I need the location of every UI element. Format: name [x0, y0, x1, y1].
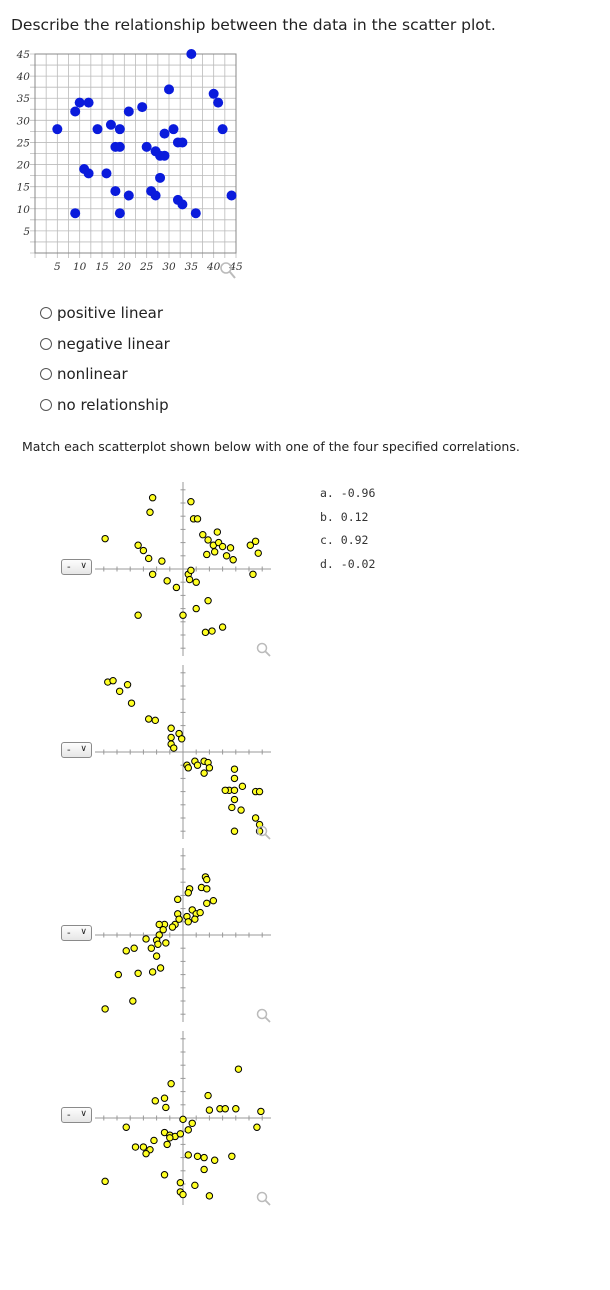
data-point	[211, 1157, 217, 1163]
data-point	[168, 725, 174, 731]
data-point	[256, 788, 262, 794]
option-negative-linear[interactable]	[40, 329, 170, 360]
data-point	[124, 191, 134, 201]
data-point	[110, 186, 120, 196]
data-point	[231, 775, 237, 781]
radio-button[interactable]	[40, 399, 52, 411]
data-point	[148, 945, 154, 951]
x-tick-label: 35	[184, 261, 199, 273]
correlation-options	[320, 486, 375, 580]
data-point	[186, 576, 192, 582]
data-point	[106, 120, 116, 130]
data-point	[194, 762, 200, 768]
correlation-option-d: d. -0.02	[320, 556, 376, 571]
data-point	[123, 1124, 129, 1130]
data-point	[151, 1137, 157, 1143]
data-point	[194, 1153, 200, 1159]
option-label: positive linear	[57, 304, 164, 323]
data-point	[209, 89, 219, 99]
y-tick-label: 30	[16, 115, 30, 128]
data-point	[178, 736, 184, 742]
data-point	[171, 745, 177, 751]
data-point	[238, 807, 244, 813]
data-point	[233, 1106, 239, 1112]
x-tick-label: 10	[72, 261, 87, 273]
y-tick-label: 35	[16, 93, 30, 106]
data-point	[84, 168, 94, 178]
q1-options	[40, 298, 170, 420]
x-tick-label: 40	[206, 261, 221, 273]
select-value: -	[67, 927, 71, 939]
select-value: -	[67, 744, 71, 756]
x-tick-label: 25	[139, 261, 154, 273]
data-point	[128, 700, 134, 706]
q1-grid	[30, 54, 236, 258]
data-point	[201, 1154, 207, 1160]
scatterplot-2	[95, 661, 275, 843]
data-point	[177, 1131, 183, 1137]
data-point	[219, 624, 225, 630]
x-tick-label: 5	[53, 261, 61, 273]
data-point	[218, 124, 228, 134]
plot2-correlation-select[interactable]	[61, 742, 92, 758]
data-point	[185, 1152, 191, 1158]
scatterplot-1	[95, 478, 275, 660]
select-value: -	[67, 1109, 71, 1121]
radio-button[interactable]	[40, 338, 52, 350]
radio-button[interactable]	[40, 307, 52, 319]
data-point	[258, 1108, 264, 1114]
data-point	[213, 98, 223, 108]
data-point	[102, 1006, 108, 1012]
data-point	[177, 199, 187, 209]
option-label: no relationship	[57, 395, 169, 414]
data-point	[219, 543, 225, 549]
y-tick-label: 40	[16, 71, 30, 84]
select-value: -	[67, 561, 71, 573]
data-point	[205, 1092, 211, 1098]
data-point	[163, 940, 169, 946]
data-point	[192, 916, 198, 922]
data-point	[70, 106, 80, 116]
data-point	[152, 1098, 158, 1104]
chevron-down-icon: ∨	[80, 744, 87, 754]
data-point	[135, 542, 141, 548]
data-point	[160, 129, 170, 139]
data-point	[188, 498, 194, 504]
y-tick-label: 25	[16, 137, 30, 150]
data-point	[151, 191, 161, 201]
data-point	[206, 1193, 212, 1199]
data-point	[143, 1150, 149, 1156]
data-point	[130, 998, 136, 1004]
x-tick-label: 20	[117, 261, 132, 273]
data-point	[205, 537, 211, 543]
data-point	[200, 531, 206, 537]
data-point	[135, 612, 141, 618]
option-label: nonlinear	[57, 365, 128, 384]
data-point	[115, 971, 121, 977]
data-point	[189, 1120, 195, 1126]
data-point	[164, 1141, 170, 1147]
data-point	[140, 547, 146, 553]
data-point	[197, 909, 203, 915]
correlation-option-a: a. -0.96	[320, 486, 376, 500]
data-point	[205, 597, 211, 603]
data-point	[214, 529, 220, 535]
data-point	[155, 941, 161, 947]
chevron-down-icon: ∨	[80, 1109, 87, 1119]
zoom-icon[interactable]	[258, 1010, 271, 1023]
data-point	[137, 102, 147, 112]
data-point	[231, 787, 237, 793]
data-point	[149, 571, 155, 577]
data-point	[210, 897, 216, 903]
data-point	[102, 1178, 108, 1184]
data-point	[185, 1127, 191, 1133]
plot1-correlation-select[interactable]	[61, 559, 92, 575]
data-point	[155, 173, 165, 183]
data-point	[52, 124, 62, 134]
data-point	[155, 151, 165, 161]
data-point	[145, 555, 151, 561]
data-point	[193, 579, 199, 585]
data-point	[204, 886, 210, 892]
data-point	[204, 876, 210, 882]
data-point	[230, 557, 236, 563]
data-point	[115, 124, 125, 134]
data-point	[102, 535, 108, 541]
data-point	[206, 765, 212, 771]
data-point	[239, 783, 245, 789]
data-point	[168, 124, 178, 134]
correlation-option-b: b. 0.12	[320, 509, 369, 524]
option-positive-linear[interactable]	[40, 298, 170, 329]
data-point	[143, 936, 149, 942]
zoom-icon[interactable]	[258, 1193, 271, 1206]
data-point	[167, 1135, 173, 1141]
zoom-icon[interactable]	[258, 644, 271, 657]
x-tick-label: 45	[229, 261, 243, 273]
data-point	[75, 98, 85, 108]
data-point	[161, 1095, 167, 1101]
data-point	[252, 815, 258, 821]
data-point	[252, 538, 258, 544]
y-tick-label: 45	[16, 49, 30, 61]
x-tick-label: 30	[162, 261, 176, 273]
data-point	[227, 545, 233, 551]
data-point	[194, 516, 200, 522]
data-point	[115, 208, 125, 218]
plot3-correlation-select[interactable]	[61, 925, 92, 941]
data-point	[153, 953, 159, 959]
data-point	[164, 578, 170, 584]
data-point	[180, 612, 186, 618]
data-point	[223, 553, 229, 559]
data-point	[157, 965, 163, 971]
question2-prompt: Match each scatterplot shown below with one of the four specified correlations.	[22, 439, 520, 454]
data-point	[124, 106, 134, 116]
data-point	[206, 1107, 212, 1113]
data-point	[231, 796, 237, 802]
data-point	[84, 98, 94, 108]
data-point	[250, 571, 256, 577]
correlation-option-c: c. 0.92	[320, 533, 369, 547]
option-no-relationship[interactable]	[40, 390, 170, 421]
data-point	[229, 1153, 235, 1159]
data-point	[149, 969, 155, 975]
data-point	[116, 688, 122, 694]
data-point	[142, 142, 152, 152]
data-point	[173, 584, 179, 590]
data-point	[229, 804, 235, 810]
data-point	[131, 945, 137, 951]
q1-tick-labels	[16, 49, 243, 273]
data-point	[211, 549, 217, 555]
radio-button[interactable]	[40, 368, 52, 380]
data-point	[168, 1080, 174, 1086]
data-point	[70, 208, 80, 218]
data-point	[185, 890, 191, 896]
data-point	[222, 1106, 228, 1112]
data-point	[163, 1104, 169, 1110]
data-point	[123, 948, 129, 954]
data-point	[188, 567, 194, 573]
data-point	[169, 924, 175, 930]
scatterplot-4	[95, 1027, 275, 1209]
data-point	[115, 142, 125, 152]
data-point	[175, 896, 181, 902]
chevron-down-icon: ∨	[80, 561, 87, 571]
data-point	[177, 1179, 183, 1185]
data-point	[124, 681, 130, 687]
y-tick-label: 20	[16, 159, 30, 172]
plot4-correlation-select[interactable]	[61, 1107, 92, 1123]
data-point	[140, 1144, 146, 1150]
data-point	[209, 628, 215, 634]
y-tick-label: 10	[16, 203, 30, 216]
data-point	[101, 168, 111, 178]
y-tick-label: 5	[23, 225, 30, 238]
data-point	[180, 1191, 186, 1197]
data-point	[227, 191, 237, 201]
data-point	[185, 919, 191, 925]
data-point	[231, 766, 237, 772]
data-point	[152, 717, 158, 723]
option-label: negative linear	[57, 334, 170, 353]
data-point	[147, 509, 153, 515]
data-point	[164, 84, 174, 94]
data-point	[254, 1124, 260, 1130]
data-point	[204, 551, 210, 557]
q1-scatter-plot	[0, 45, 250, 280]
data-point	[193, 605, 199, 611]
data-point	[93, 124, 103, 134]
data-point	[222, 787, 228, 793]
data-point	[168, 734, 174, 740]
data-point	[201, 1166, 207, 1172]
data-point	[231, 828, 237, 834]
scatterplot-3	[95, 844, 275, 1026]
data-point	[204, 900, 210, 906]
data-point	[145, 716, 151, 722]
data-point	[149, 495, 155, 501]
data-point	[161, 1172, 167, 1178]
chevron-down-icon: ∨	[80, 927, 87, 937]
data-point	[132, 1144, 138, 1150]
data-point	[192, 1182, 198, 1188]
option-nonlinear[interactable]	[40, 359, 170, 390]
data-point	[202, 629, 208, 635]
x-tick-label: 15	[95, 261, 109, 273]
data-point	[185, 765, 191, 771]
data-point	[159, 558, 165, 564]
data-point	[110, 678, 116, 684]
data-point	[180, 1116, 186, 1122]
data-point	[177, 137, 187, 147]
data-point	[186, 49, 196, 59]
question1-prompt: Describe the relationship between the data in the scatter plot.	[11, 16, 496, 34]
data-point	[135, 970, 141, 976]
data-point	[191, 208, 201, 218]
data-point	[255, 550, 261, 556]
data-point	[201, 770, 207, 776]
y-tick-label: 15	[16, 181, 30, 194]
data-point	[235, 1066, 241, 1072]
